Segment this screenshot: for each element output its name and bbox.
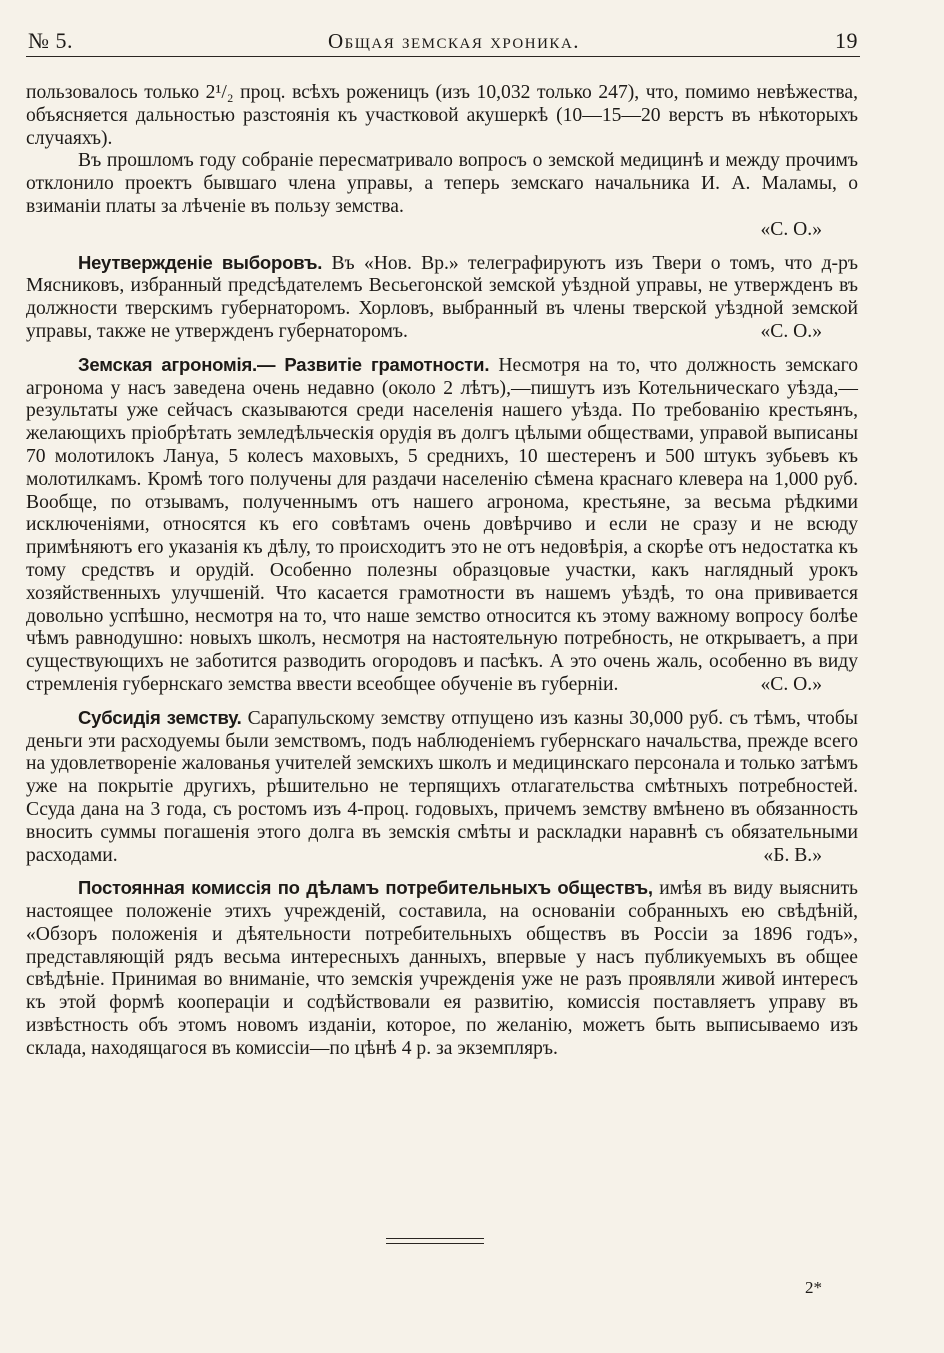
section-heading: Постоянная комиссія по дѣламъ потребительныхъ обществъ, (78, 877, 653, 899)
section-signature: «С. О.» (760, 320, 822, 342)
section-text: имѣя въ виду выяснить настоящее положеніе этихъ учрежденій, составила, на основаніи собранныхъ ею свѣдѣній, «Обзоръ положенія и дѣятельности потребительныхъ обществъ въ Россіи за 1896 годъ», представляющій рядъ весьма интересныхъ данныхъ, впервые у насъ публикуемыхъ въ общее свѣдѣніе. Принимая во вниманіе, что земскія учрежденія уже не разъ проявляли живой интересъ къ этой формѣ коопераціи и содѣйствовали ея развитію, комиссія поставляетъ управу въ извѣстность объ этомъ новомъ изданіи, которое, по желанію, можетъ быть выписываемо изъ склада, находящагося въ комиссіи—по цѣнѣ 4 р. за экземпляръ. (26, 878, 858, 1059)
page-header (28, 28, 858, 54)
intro-signature: «С. О.» (760, 218, 822, 240)
section-text: Въ «Нов. Вр.» телеграфируютъ изъ Твери о томъ, что д-ръ Мясниковъ, избранный предсѣдателемъ Весьегонской земской уѣздной управы, не утвержденъ въ должности тверскимъ губернаторомъ. Хорловъ, выбранный въ члены тверской уѣздной земской управы, также не утвержденъ губернаторомъ. (26, 252, 858, 342)
signature-mark: 2* (805, 1278, 822, 1297)
intro-paragraph-2 (26, 150, 858, 241)
section-heading: Неутвержденіе выборовъ. (78, 251, 323, 273)
section-signature: «Б. В.» (763, 844, 822, 866)
end-rule (386, 1238, 484, 1244)
section-consumer-societies (26, 877, 858, 1060)
section-heading: Земская агрономія.— Развитіе грамотности. (78, 353, 490, 375)
intro-paragraph-1: пользовалось только 2¹/₂ проц. всѣхъ роженицъ (изъ 10,032 только 247), что, помимо невѣжества, объясняется дальностью разстоянія къ участковой акушеркѣ (10—15—20 верстъ въ нѣкоторыхъ случаяхъ). (26, 82, 858, 149)
section-signature: «С. О.» (760, 673, 822, 695)
article-body (26, 82, 858, 1061)
running-title: Общая земская хроника. (327, 29, 581, 53)
page-number: 19 (835, 28, 858, 53)
section-non-confirmation (26, 252, 858, 344)
section-text: Сарапульскому земству отпущено изъ казны 30,000 руб. съ тѣмъ, чтобы деньги эти расходуемы были земствомъ, подъ наблюденіемъ губернскаго начальства, прежде всего на удовлетвореніе жалованья учителей земскихъ школъ и медицинскаго персонала и только затѣмъ уже на покрытіе другихъ, рѣшительно не терпящихъ отлагательства смѣтныхъ потребностей. Ссуда дана на 3 года, съ ростомъ изъ 4-проц. годовыхъ, причемъ земству вмѣнено въ обязанность вносить суммы погашенія этого долга въ земскія смѣты и раскладки наравнѣ съ обязательными расходами. (26, 707, 858, 866)
intro-paragraph-2-text: Въ прошломъ году собраніе пересматривало вопросъ о земской медицинѣ и между прочимъ отклонило проектъ бывшаго члена управы, а теперь земскаго начальника И. А. Маламы, о взиманіи платы за лѣченіе въ пользу земства. (26, 150, 858, 217)
section-text: Несмотря на то, что должность земскаго агронома у насъ заведена очень недавно (около 2 лѣтъ),—пишутъ изъ Котельническаго уѣзда,—результаты уже сейчасъ сказываются среди населенія нашего уѣзда. По требованію крестьянъ, желающихъ пріобрѣтать земледѣльческія орудія въ долгъ цѣлыми обществами, управой выписаны 70 молотилокъ Лануа, 5 колесъ маховыхъ, 5 среднихъ, 10 шестеренъ и 500 штукъ зубьевъ къ молотилкамъ. Кромѣ того получены для раздачи населенію сѣмена краснаго клевера на 1,000 руб. Вообще, по отзывамъ, полученнымъ отъ нашего агронома, крестьяне, за весьма рѣдкими исключеніями, относятся къ его совѣтамъ очень довѣрчиво и если не сразу и не всюду примѣняютъ его указанія къ дѣлу, то происходитъ это не отъ недовѣрія, а скорѣе отъ недостатка къ тому средствъ и орудій. Особенно полезны образцовые участки, какъ наглядный урокъ хозяйственныхъ улучшеній. Что касается грамотности въ нашемъ уѣздѣ, то она прививается довольно успѣшно, несмотря на то, что наше земство относится къ этому важному вопросу болѣе чѣмъ равнодушно: новыхъ школъ, несмотря на настоятельную потребность, не открываетъ, а при существующихъ не заботится разводить огородовъ и пасѣкъ. А это очень жаль, особенно въ виду стремленія губернскаго земства ввести всеобщее обученіе въ губерніи. (26, 354, 859, 695)
section-subsidy (26, 707, 858, 868)
section-agronomy (26, 354, 858, 697)
section-heading: Субсидія земству. (78, 706, 242, 728)
issue-number: № 5. (28, 28, 73, 53)
header-rule (26, 56, 860, 57)
